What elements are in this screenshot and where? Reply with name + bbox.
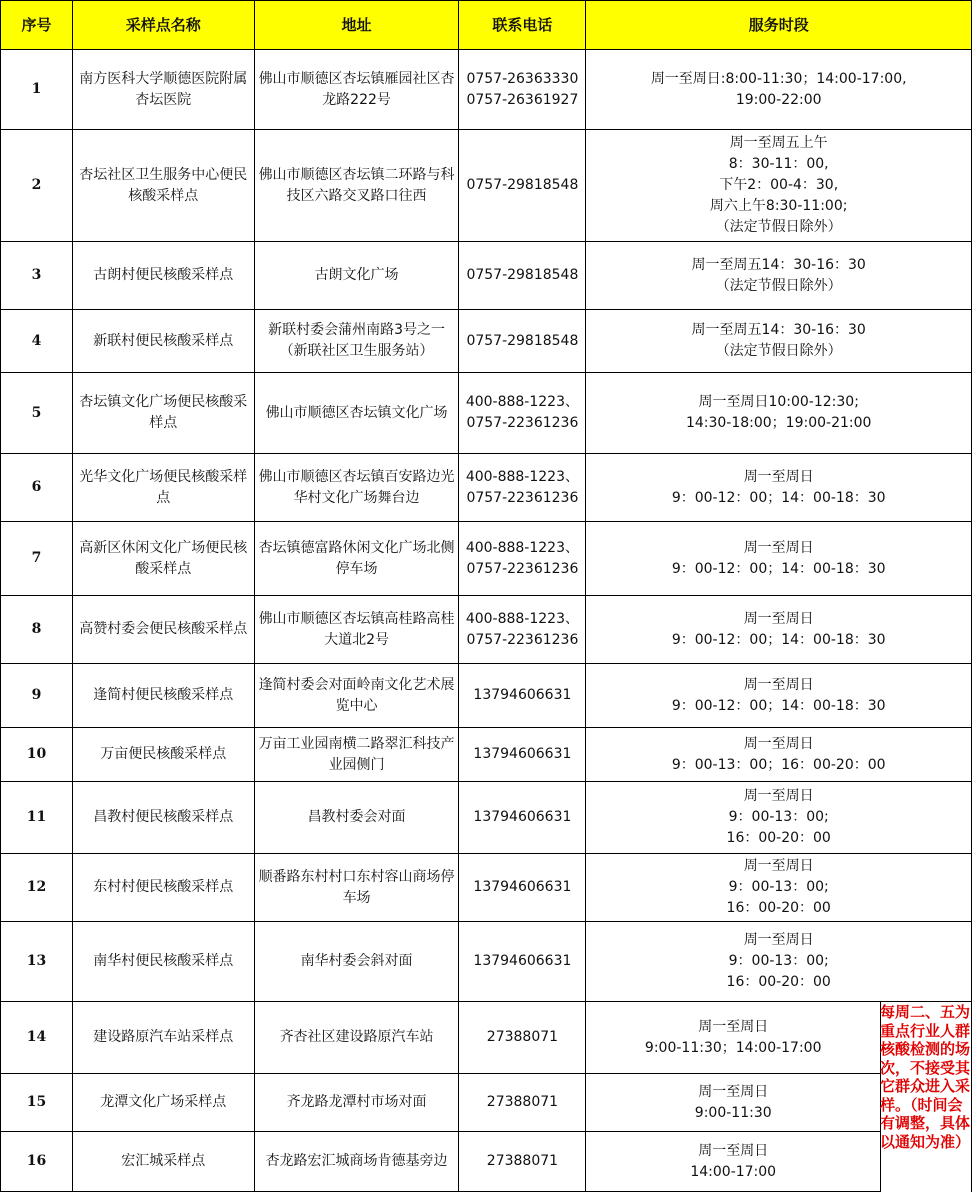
- table-row: [1, 1074, 972, 1132]
- phone-cell: 400-888-1223、 0757-22361236: [459, 596, 586, 664]
- table-row: [1, 596, 972, 664]
- site-name-cell: 建设路原汽车站采样点: [72, 1002, 254, 1074]
- site-name-cell: 高新区休闲文化广场便民核酸采样点: [72, 522, 254, 596]
- service-hours-cell: 周一至周日 9:00-11:30；14:00-17:00: [586, 1002, 881, 1074]
- address-cell: 佛山市顺德区杏坛镇高桂路高桂大道北2号: [254, 596, 459, 664]
- site-name-cell: 万亩便民核酸采样点: [72, 728, 254, 782]
- row-index: 6: [1, 454, 73, 522]
- row-index: 2: [1, 130, 73, 242]
- row-index: 4: [1, 310, 73, 373]
- row-index: 8: [1, 596, 73, 664]
- service-hours-cell: 周一至周日 9：00-13：00; 16：00-20：00: [586, 922, 972, 1002]
- service-hours-cell: 周一至周日 9:00-11:30: [586, 1074, 881, 1132]
- phone-cell: 400-888-1223、 0757-22361236: [459, 522, 586, 596]
- table-row: [1, 130, 972, 242]
- col-header-hours: 服务时段: [586, 1, 972, 50]
- col-header-address: 地址: [254, 1, 459, 50]
- phone-cell: 13794606631: [459, 664, 586, 728]
- service-hours-cell: 周一至周日 9：00-12：00；14：00-18：30: [586, 454, 972, 522]
- phone-cell: 0757-29818548: [459, 310, 586, 373]
- address-cell: 杏坛镇德富路休闲文化广场北侧停车场: [254, 522, 459, 596]
- address-cell: 逢简村委会对面岭南文化艺术展览中心: [254, 664, 459, 728]
- address-cell: 南华村委会斜对面: [254, 922, 459, 1002]
- phone-cell: 0757-29818548: [459, 242, 586, 310]
- row-index: 16: [1, 1132, 73, 1192]
- phone-cell: 27388071: [459, 1132, 586, 1192]
- site-name-cell: 杏坛社区卫生服务中心便民核酸采样点: [72, 130, 254, 242]
- phone-cell: 27388071: [459, 1074, 586, 1132]
- col-header-name: 采样点名称: [72, 1, 254, 50]
- row-index: 3: [1, 242, 73, 310]
- phone-cell: 13794606631: [459, 922, 586, 1002]
- table-row: [1, 782, 972, 854]
- site-name-cell: 东村村便民核酸采样点: [72, 854, 254, 922]
- table-row: [1, 373, 972, 454]
- table-row: [1, 454, 972, 522]
- phone-cell: 13794606631: [459, 854, 586, 922]
- service-hours-cell: 周一至周日 9：00-13：00; 16：00-20：00: [586, 782, 972, 854]
- row-index: 11: [1, 782, 73, 854]
- address-cell: 古朗文化广场: [254, 242, 459, 310]
- service-hours-cell: 周一至周五14：30-16：30 （法定节假日除外）: [586, 242, 972, 310]
- table-row: [1, 310, 972, 373]
- site-name-cell: 光华文化广场便民核酸采样点: [72, 454, 254, 522]
- phone-cell: 400-888-1223、 0757-22361236: [459, 454, 586, 522]
- service-hours-cell: 周一至周日 9：00-13：00; 16：00-20：00: [586, 854, 972, 922]
- address-cell: 佛山市顺德区杏坛镇百安路边光华村文化广场舞台边: [254, 454, 459, 522]
- table-row: [1, 1132, 972, 1192]
- row-index: 5: [1, 373, 73, 454]
- address-cell: 齐龙路龙潭村市场对面: [254, 1074, 459, 1132]
- service-hours-cell: 周一至周日:8:00-11:30；14:00-17:00, 19:00-22:00: [586, 50, 972, 130]
- address-cell: 齐杏社区建设路原汽车站: [254, 1002, 459, 1074]
- table-row: [1, 242, 972, 310]
- table-row: [1, 50, 972, 130]
- site-name-cell: 古朗村便民核酸采样点: [72, 242, 254, 310]
- service-hours-cell: 周一至周日 9：00-12：00；14：00-18：30: [586, 664, 972, 728]
- row-index: 1: [1, 50, 73, 130]
- address-cell: 佛山市顺德区杏坛镇二环路与科技区六路交叉路口往西: [254, 130, 459, 242]
- table-row: [1, 728, 972, 782]
- site-name-cell: 昌教村便民核酸采样点: [72, 782, 254, 854]
- service-hours-cell: 周一至周日 9：00-13：00；16：00-20：00: [586, 728, 972, 782]
- table-row: [1, 1002, 972, 1074]
- site-name-cell: 南方医科大学顺德医院附属杏坛医院: [72, 50, 254, 130]
- address-cell: 新联村委会蒲州南路3号之一（新联社区卫生服务站）: [254, 310, 459, 373]
- table-row: [1, 664, 972, 728]
- site-name-cell: 宏汇城采样点: [72, 1132, 254, 1192]
- service-hours-cell: 周一至周日 14:00-17:00: [586, 1132, 881, 1192]
- site-name-cell: 杏坛镇文化广场便民核酸采样点: [72, 373, 254, 454]
- col-header-phone: 联系电话: [459, 1, 586, 50]
- table-row: [1, 922, 972, 1002]
- row-index: 14: [1, 1002, 73, 1074]
- phone-cell: 0757-26363330 0757-26361927: [459, 50, 586, 130]
- site-name-cell: 高赞村委会便民核酸采样点: [72, 596, 254, 664]
- row-index: 13: [1, 922, 73, 1002]
- phone-cell: 13794606631: [459, 728, 586, 782]
- row-index: 10: [1, 728, 73, 782]
- site-name-cell: 南华村便民核酸采样点: [72, 922, 254, 1002]
- site-name-cell: 新联村便民核酸采样点: [72, 310, 254, 373]
- service-hours-cell: 周一至周日 9：00-12：00；14：00-18：30: [586, 596, 972, 664]
- row-index: 15: [1, 1074, 73, 1132]
- phone-cell: 0757-29818548: [459, 130, 586, 242]
- row-index: 9: [1, 664, 73, 728]
- site-name-cell: 逢简村便民核酸采样点: [72, 664, 254, 728]
- site-name-cell: 龙潭文化广场采样点: [72, 1074, 254, 1132]
- address-cell: 万亩工业园南横二路翠汇科技产业园侧门: [254, 728, 459, 782]
- row-index: 12: [1, 854, 73, 922]
- table-row: [1, 522, 972, 596]
- row-index: 7: [1, 522, 73, 596]
- service-hours-cell: 周一至周五上午 8：30-11：00, 下午2：00-4：30, 周六上午8:30-11:00; （法定节假日除外）: [586, 130, 972, 242]
- address-cell: 佛山市顺德区杏坛镇雁园社区杏龙路222号: [254, 50, 459, 130]
- address-cell: 昌教村委会对面: [254, 782, 459, 854]
- side-note: 每周二、五为重点行业人群核酸检测的场次，不接受其它群众进入采样。（时间会有调整，具体以通知为准）: [880, 1003, 971, 1151]
- service-hours-cell: 周一至周日 9：00-12：00；14：00-18：30: [586, 522, 972, 596]
- address-cell: 佛山市顺德区杏坛镇文化广场: [254, 373, 459, 454]
- header-row: [1, 1, 972, 50]
- phone-cell: 27388071: [459, 1002, 586, 1074]
- col-header-index: 序号: [1, 1, 73, 50]
- phone-cell: 13794606631: [459, 782, 586, 854]
- phone-cell: 400-888-1223、 0757-22361236: [459, 373, 586, 454]
- table-row: [1, 854, 972, 922]
- service-hours-cell: 周一至周日10:00-12:30; 14:30-18:00；19:00-21:00: [586, 373, 972, 454]
- service-hours-cell: 周一至周五14：30-16：30 （法定节假日除外）: [586, 310, 972, 373]
- address-cell: 杏龙路宏汇城商场肯德基旁边: [254, 1132, 459, 1192]
- address-cell: 顺番路东村村口东村容山商场停车场: [254, 854, 459, 922]
